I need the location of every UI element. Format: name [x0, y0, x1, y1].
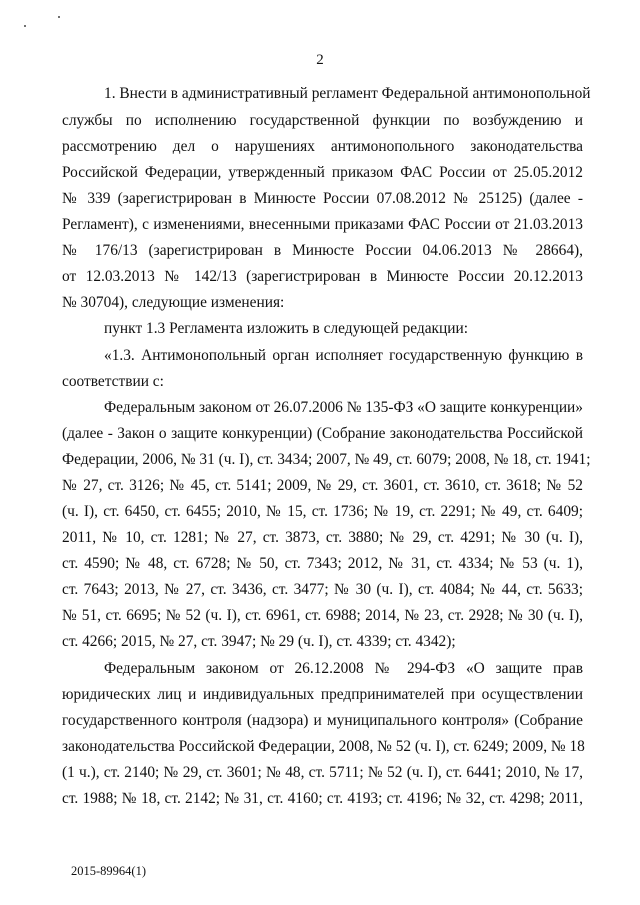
paragraph-line: службы по исполнению государственной функции по возбуждению и: [62, 112, 583, 129]
paragraph-line: Федерации, 2006, № 31 (ч. I), ст. 3434; 2007, № 49, ст. 6079; 2008, № 18, ст. 1941;: [62, 451, 591, 468]
paragraph-line: ст. 4590; № 48, ст. 6728; № 50, ст. 7343; 2012, № 31, ст. 4334; № 53 (ч. 1),: [62, 555, 583, 572]
paragraph-line: Регламент), с изменениями, внесенными приказами ФАС России от 21.03.2013: [62, 216, 583, 233]
paragraph-line: законодательства Российской Федерации, 2008, № 52 (ч. I), ст. 6249; 2009, № 18: [62, 738, 585, 755]
paragraph-line: № 30704), следующие изменения:: [62, 294, 285, 311]
paragraph-line: ст. 7643; 2013, № 27, ст. 3436, ст. 3477; № 30 (ч. I), ст. 4084; № 44, ст. 5633;: [62, 581, 583, 598]
paragraph-line: пункт 1.3 Регламента изложить в следующей редакции:: [104, 320, 468, 337]
paragraph-line: 2011, № 10, ст. 1281; № 27, ст. 3873, ст. 3880; № 29, ст. 4291; № 30 (ч. I),: [62, 529, 583, 546]
paragraph-line: «1.3. Антимонопольный орган исполняет государственную функцию в: [104, 347, 583, 364]
paragraph-line: государственного контроля (надзора) и муниципального контроля» (Собрание: [62, 712, 583, 729]
paragraph-line: от 12.03.2013 № 142/13 (зарегистрирован в Минюсте России 20.12.2013: [62, 268, 583, 285]
scan-speck: [58, 16, 60, 18]
document-code: 2015-89964(1): [71, 864, 146, 878]
paragraph-line: (1 ч.), ст. 2140; № 29, ст. 3601; № 48, ст. 5711; № 52 (ч. I), ст. 6441; 2010, № 17,: [62, 764, 583, 781]
paragraph-line: № 51, ст. 6695; № 52 (ч. I), ст. 6961, ст. 6988; 2014, № 23, ст. 2928; № 30 (ч. I),: [62, 607, 583, 624]
paragraph-line: юридических лиц и индивидуальных предпринимателей при осуществлении: [62, 686, 583, 703]
paragraph-line: ст. 1988; № 18, ст. 2142; № 31, ст. 4160; ст. 4193; ст. 4196; № 32, ст. 4298; 2011,: [62, 790, 583, 807]
paragraph-line: (ч. I), ст. 6450, ст. 6455; 2010, № 15, ст. 1736; № 19, ст. 2291; № 49, ст. 6409;: [62, 503, 583, 520]
paragraph-line: 1. Внести в административный регламент Федеральной антимонопольной: [104, 85, 591, 102]
paragraph-line: Российской Федерации, утвержденный приказом ФАС России от 25.05.2012: [62, 164, 583, 181]
paragraph-line: № 176/13 (зарегистрирован в Минюсте России 04.06.2013 № 28664),: [62, 242, 583, 259]
paragraph-line: Федеральным законом от 26.07.2006 № 135-ФЗ «О защите конкуренции»: [104, 399, 583, 416]
paragraph-line: Федеральным законом от 26.12.2008 № 294-ФЗ «О защите прав: [104, 660, 583, 677]
paragraph-line: соответствии с:: [62, 373, 164, 390]
scan-speck: [24, 25, 26, 27]
paragraph-line: ст. 4266; 2015, № 27, ст. 3947; № 29 (ч. I), ст. 4339; ст. 4342);: [62, 633, 456, 650]
paragraph-line: рассмотрению дел о нарушениях антимонопольного законодательства: [62, 138, 583, 155]
paragraph-line: № 27, ст. 3126; № 45, ст. 5141; 2009, № 29, ст. 3601, ст. 3610, ст. 3618; № 52: [62, 477, 583, 494]
page-number: 2: [316, 52, 324, 68]
paragraph-line: № 339 (зарегистрирован в Минюсте России 07.08.2012 № 25125) (далее -: [62, 190, 583, 207]
paragraph-line: (далее - Закон о защите конкуренции) (Собрание законодательства Российской: [62, 425, 583, 442]
